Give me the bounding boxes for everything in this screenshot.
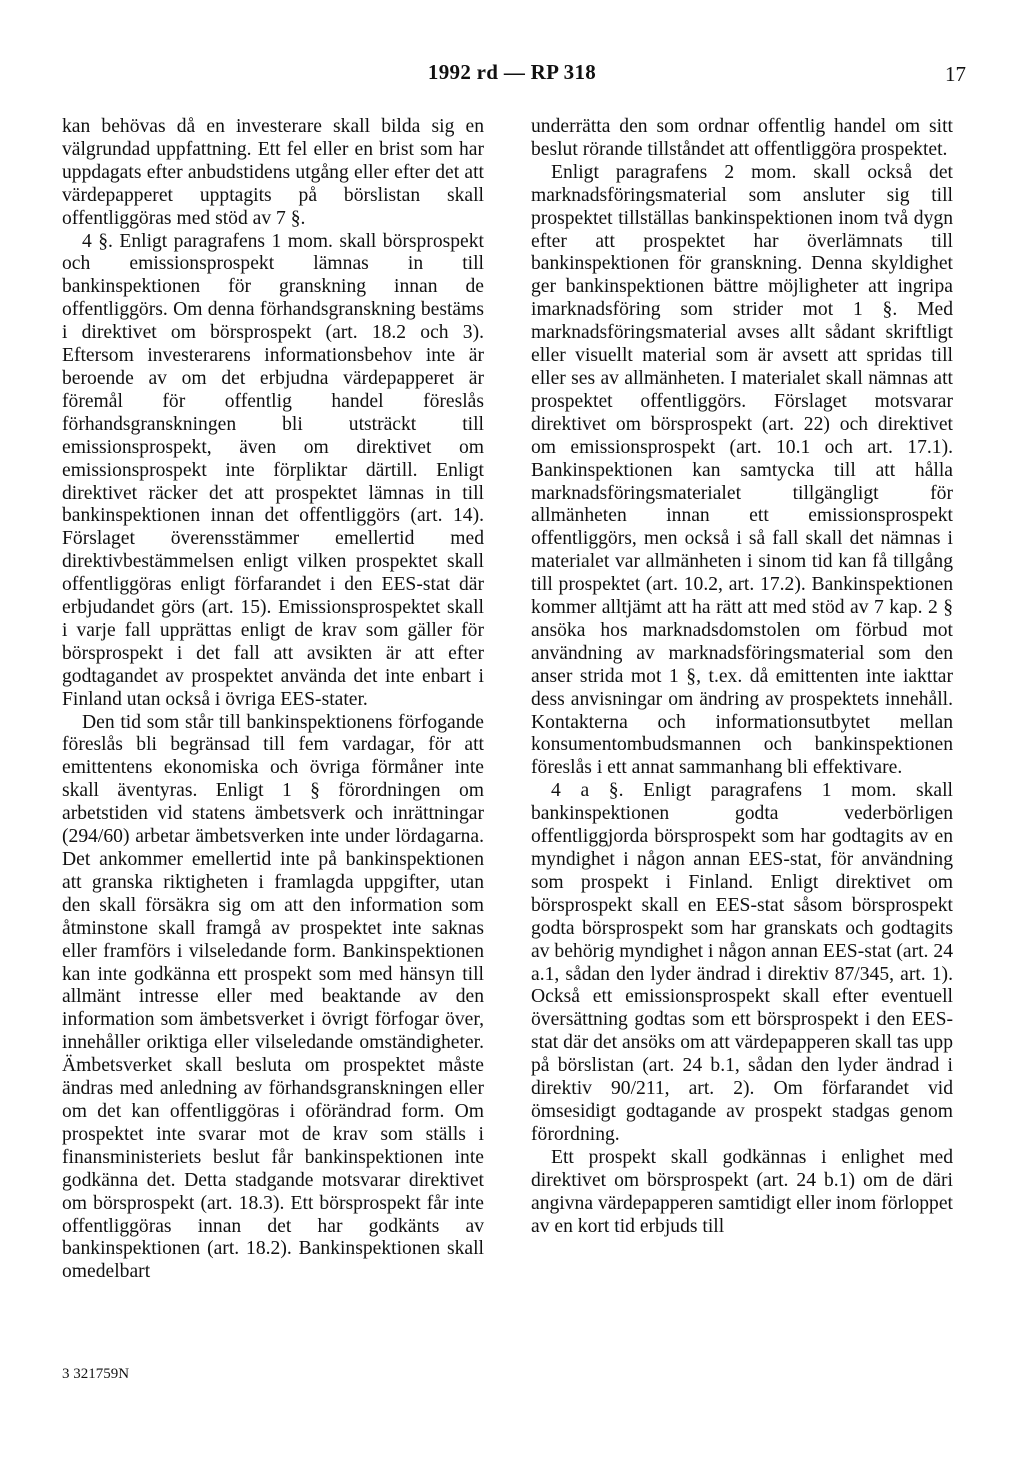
paragraph: 4 §. Enligt paragrafens 1 mom. skall börsprospekt och emissionsprospekt lämnas in till bankinspektionen för granskning innan de offentliggörs. Om denna förhandsgranskning bestäms i direktivet om börsprospekt (art. 18.2 och 3). Eftersom investerarens informationsbehov inte är beroende av om det erbjudna värdepapperet är föremål för offentlig handel föreslås förhandsgranskningen bli utsträckt till emissionsprospekt, även om direktivet om emissionsprospekt inte förpliktar därtill. Enligt direktivet räcker det att prospektet lämnas in till bankinspektionen innan det offentliggörs (art. 14). Förslaget överensstämmer emellertid med direktivbestämmelsen enligt vilken prospektet skall offentliggöras enligt förfarandet i den EES-stat där erbjudandet görs (art. 15). Emissionsprospektet skall i varje fall upprättas enligt de krav som gäller för börsprospekt i det fall att avsikten är att efter godtagandet av prospektet använda det inte enbart i Finland utan också i övriga EES-stater.: [62, 230, 484, 710]
print-code: 3 321759N: [62, 1366, 130, 1382]
paragraph: 4 a §. Enligt paragrafens 1 mom. skall bankinspektionen godta vederbörligen offentliggjorda börsprospekt som har godtagits av en myndighet i någon annan EES-stat, för användning som prospekt i Finland. Enligt direktivet om börsprospekt skall en EES-stat såsom börsprospekt godta börsprospekt som har granskats och godtagits av behörig myndighet i någon annan EES-stat (art. 24 a.1, sådan den lyder ändrad i direktiv 87/345, art. 1). Också ett emissionsprospekt skall efter eventuell översättning godtas som ett börsprospekt i den EES-stat där det ansöks om att värdepapperen skall tas upp på börslistan (art. 24 b.1, sådan den lyder ändrad i direktiv 90/211, art. 2). Om förfarandet vid ömsesidigt godtagande av prospekt stadgas genom förordning.: [531, 780, 953, 1145]
paragraph: Enligt paragrafens 2 mom. skall också det marknadsföringsmaterial som ansluter sig till prospektet tillställas bankinspektionen inom två dygn efter att prospektet har överlämnats till bankinspektionen för granskning. Denna skyldighet ger bankinspektionen bättre möjligheter att ingripa imarknadsföring som strider mot 1 §. Med marknadsföringsmaterial avses allt sådant skriftligt eller visuellt material som är avsett att spridas till eller ses av allmänheten. I materialet skall nämnas att prospektet offentliggörs. Förslaget motsvarar direktivet om börsprospekt (art. 22) och direktivet om emissionsprospekt (art. 10.1 och art. 17.1). Bankinspektionen kan samtycka till att hålla marknadsföringsmaterialet tillgängligt för allmänheten innan ett emissionsprospekt offentliggörs, men också i så fall skall det nämnas i materialet var allmänheten i sinom tid kan få tillgång till prospektet (art. 10.2, art. 17.2). Bankinspektionen kommer alltjämt att ha rätt att med stöd av 7 kap. 2 § ansöka hos marknadsdomstolen om förbud mot användning av marknadsföringsmaterial som den anser strida mot 1 §, t.ex. då emittenten inte iakttar dess anvisningar om ändring av prospektets innehåll. Kontakterna och informationsutbytet mellan konsumentombudsmannen och bankinspektionen föreslås i ett annat sammanhang bli effektivare.: [531, 161, 953, 779]
right-column: [531, 116, 953, 1238]
left-column: [62, 116, 484, 1284]
page-number: 17: [945, 62, 966, 86]
paragraph: Ett prospekt skall godkännas i enlighet med direktivet om börsprospekt (art. 24 b.1) om de däri angivna värdepapperen samtidigt eller inom förloppet av en kort tid erbjuds till: [531, 1146, 953, 1237]
running-header: 1992 rd — RP 318: [427, 60, 597, 84]
paragraph: underrätta den som ordnar offentlig handel om sitt beslut rörande tillståndet att offentliggöra prospektet.: [531, 116, 953, 160]
paragraph: kan behövas då en investerare skall bilda sig en välgrundad uppfattning. Ett fel eller en brist som har uppdagats efter anbudstidens utgång eller efter det att värdepapperet upptagits på börslistan skall offentliggöras med stöd av 7 §.: [62, 116, 484, 229]
paragraph: Den tid som står till bankinspektionens förfogande föreslås bli begränsad till fem vardagar, för att emittentens ekonomiska och övriga förmåner inte skall äventyras. Enligt 1 § förordningen om arbetstiden vid statens ämbetsverk och inrättningar (294/60) arbetar ämbetsverken inte under lördagarna. Det ankommer emellertid inte på bankinspektionen att granska riktigheten i framlagda uppgifter, utan den skall försäkra sig om att den information som åtminstone skall framgå av prospektet inte saknas eller framförs i vilseledande form. Bankinspektionen kan inte godkänna ett prospekt som med hänsyn till allmänt intresse eller med beaktande av den information som ämbetsverket i övrigt förfogar över, innehåller oriktiga eller vilseledande omständigheter. Ämbetsverket skall besluta om prospektet måste ändras med anledning av förhandsgranskningen eller om det kan offentliggöras i oförändrad form. Om prospektet inte svarar mot de krav som ställs i finansministeriets beslut får bankinspektionen inte godkänna det. Detta stadgande motsvarar direktivet om börsprospekt (art. 18.3). Ett börsprospekt får inte offentliggöras innan det har godkänts av bankinspektionen (art. 18.2). Bankinspektionen skall omedelbart: [62, 711, 484, 1283]
